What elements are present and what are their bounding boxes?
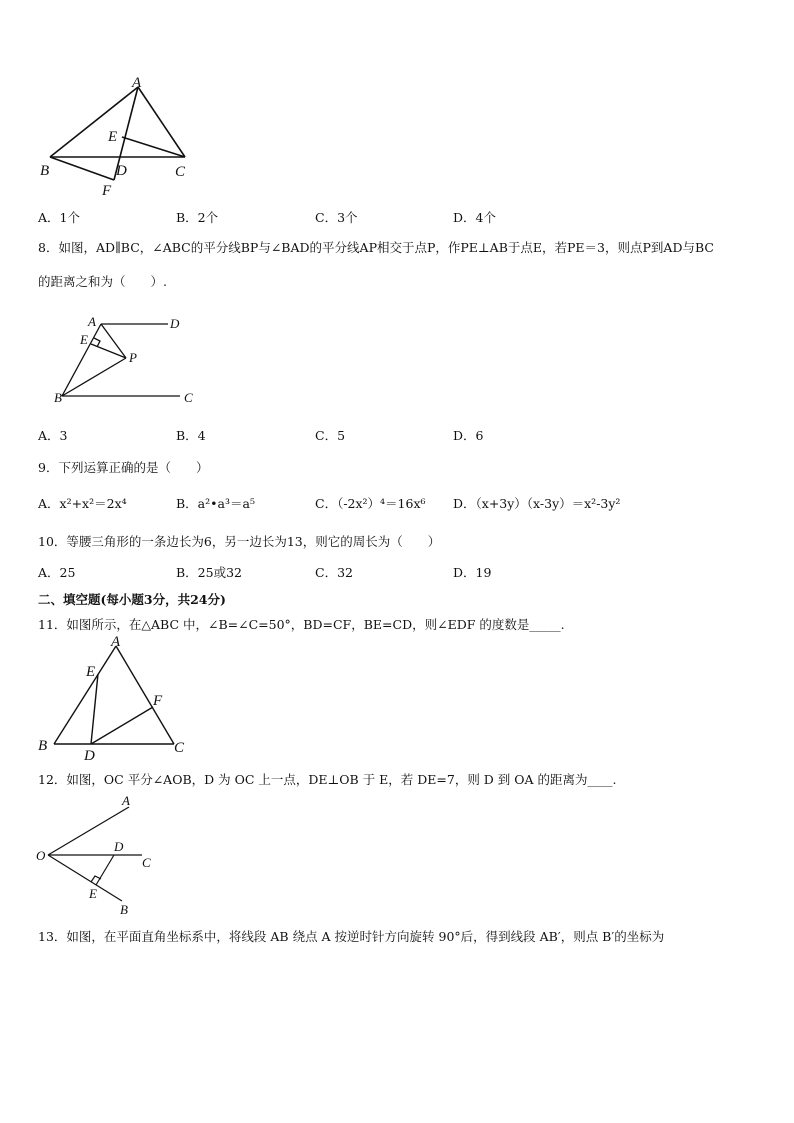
fig11-label-b: B bbox=[38, 738, 48, 754]
q9-option-a: A．x²+x²＝2x⁴ bbox=[38, 496, 127, 511]
q7-option-c: C．3个 bbox=[315, 210, 358, 225]
figure-q7-triangle bbox=[30, 75, 200, 205]
fig8-label-c: C bbox=[184, 390, 193, 405]
q8-option-b: B．4 bbox=[176, 428, 206, 443]
fig12-label-b: B bbox=[120, 902, 128, 917]
fig11-label-d: D bbox=[84, 748, 95, 761]
fig11-label-a: A bbox=[111, 636, 121, 650]
fig7-label-f: F bbox=[102, 183, 112, 199]
fig7-label-e: E bbox=[108, 129, 118, 145]
q8-stem-line1: 8．如图，AD∥BC，∠ABC的平分线BP与∠BAD的平分线AP相交于点P，作PE⊥AB于点E，若PE＝3，则点P到AD与BC bbox=[38, 240, 714, 255]
fig8-label-a: A bbox=[88, 314, 96, 329]
fig11-label-e: E bbox=[86, 664, 96, 680]
fig12-label-a: A bbox=[122, 793, 130, 808]
q10-stem: 10．等腰三角形的一条边长为6，另一边长为13，则它的周长为（ ） bbox=[38, 534, 441, 549]
fig12-label-d: D bbox=[114, 839, 124, 854]
q9-option-d: D．（x+3y）（x-3y）＝x²-3y² bbox=[453, 496, 621, 511]
fig11-label-c: C bbox=[174, 740, 185, 756]
fig7-label-a: A bbox=[132, 75, 142, 91]
figure-q12 bbox=[34, 790, 164, 920]
q7-option-d: D．4个 bbox=[453, 210, 496, 225]
q9-stem: 9．下列运算正确的是（ ） bbox=[38, 460, 209, 475]
fig12-label-e: E bbox=[89, 886, 97, 901]
q12-stem: 12．如图，OC 平分∠AOB，D 为 OC 上一点，DE⊥OB 于 E，若 DE=7，则 D 到 OA 的距离为____. bbox=[38, 772, 617, 787]
fig7-label-c: C bbox=[175, 164, 186, 180]
q9-option-b: B．a²•a³＝a⁵ bbox=[176, 496, 255, 511]
q8-option-c: C．5 bbox=[315, 428, 346, 443]
q9-option-c: C．（-2x²）⁴＝16x⁶ bbox=[315, 496, 426, 511]
q10-option-c: C．32 bbox=[315, 565, 353, 580]
fig8-label-d: D bbox=[170, 316, 180, 331]
q11-stem: 11．如图所示，在△ABC 中，∠B=∠C=50°，BD=CF，BE=CD，则∠EDF 的度数是_____. bbox=[38, 617, 565, 632]
fig11-label-f: F bbox=[153, 693, 163, 709]
q7-option-a: A．1个 bbox=[38, 210, 80, 225]
q10-option-a: A．25 bbox=[38, 565, 76, 580]
fig8-label-e: E bbox=[80, 332, 88, 347]
q10-option-b: B．25或32 bbox=[176, 565, 242, 580]
fig8-label-b: B bbox=[54, 390, 62, 405]
q13-stem: 13．如图，在平面直角坐标系中，将线段 AB 绕点 A 按逆时针方向旋转 90°后，得到线段 AB′，则点 B′的坐标为 bbox=[38, 929, 665, 944]
figure-q8 bbox=[48, 312, 208, 412]
section-title-fill-in: 二、填空题(每小题3分，共24分) bbox=[38, 592, 226, 607]
q10-option-d: D．19 bbox=[453, 565, 492, 580]
fig12-label-c: C bbox=[142, 855, 151, 870]
fig7-label-b: B bbox=[40, 163, 50, 179]
fig7-label-d: D bbox=[116, 163, 127, 179]
q7-option-b: B．2个 bbox=[176, 210, 219, 225]
figure-q11 bbox=[34, 636, 194, 761]
q8-option-d: D．6 bbox=[453, 428, 484, 443]
fig8-label-p: P bbox=[129, 350, 137, 365]
q8-option-a: A．3 bbox=[38, 428, 68, 443]
fig12-label-o: O bbox=[36, 848, 46, 863]
q8-stem-line2: 的距离之和为（ ）. bbox=[38, 274, 167, 289]
